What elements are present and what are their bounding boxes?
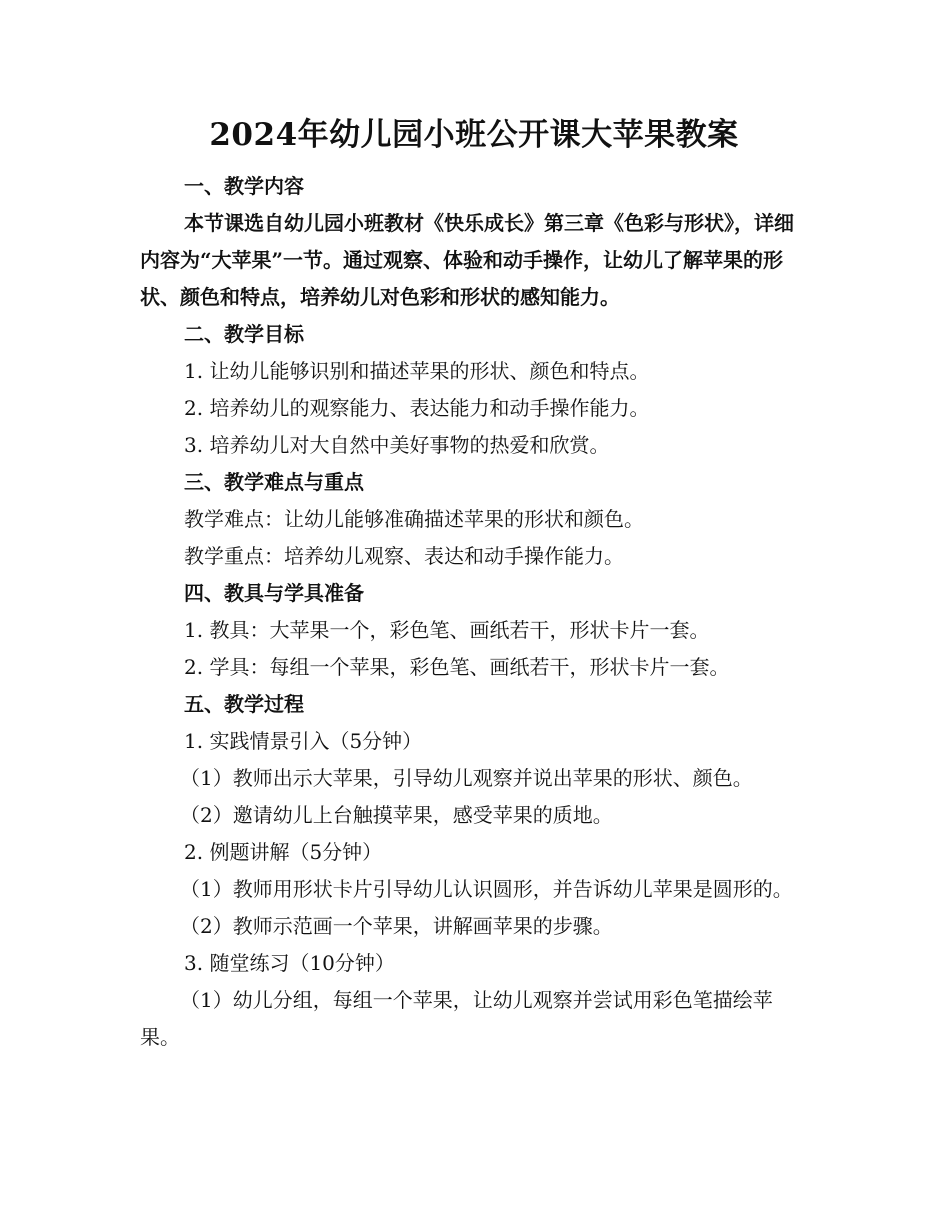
material-item-2: 2. 学具：每组一个苹果，彩色笔、画纸若干，形状卡片一套。 [184,655,730,679]
material-item-1: 1. 教具：大苹果一个，彩色笔、画纸若干，形状卡片一套。 [184,618,710,642]
document-title: 2024年幼儿园小班公开课大苹果教案 [209,117,739,153]
section-heading-content: 一、教学内容 [184,174,304,198]
goal-item-2: 2. 培养幼儿的观察能力、表达能力和动手操作能力。 [184,396,650,420]
process-step-1: 1. 实践情景引入（5分钟） [184,729,423,753]
process-step-1-b: （2）邀请幼儿上台触摸苹果，感受苹果的质地。 [180,803,613,827]
focus-text: 教学重点：培养幼儿观察、表达和动手操作能力。 [184,544,624,568]
process-step-3: 3. 随堂练习（10分钟） [184,951,395,975]
goal-item-3: 3. 培养幼儿对大自然中美好事物的热爱和欣赏。 [184,433,610,457]
section-heading-materials: 四、教具与学具准备 [184,581,364,605]
process-step-2-b: （2）教师示范画一个苹果，讲解画苹果的步骤。 [180,914,613,938]
difficulty-text: 教学难点：让幼儿能够准确描述苹果的形状和颜色。 [184,507,644,531]
section-heading-difficulty-focus: 三、教学难点与重点 [184,470,364,494]
document-content [140,112,808,1056]
process-step-2-a: （1）教师用形状卡片引导幼儿认识圆形，并告诉幼儿苹果是圆形的。 [180,877,793,901]
goal-item-1: 1. 让幼儿能够识别和描述苹果的形状、颜色和特点。 [184,359,650,383]
content-paragraph: 本节课选自幼儿园小班教材《快乐成长》第三章《色彩与形状》，详细内容为“大苹果”一节。通过观察、体验和动手操作，让幼儿了解苹果的形状、颜色和特点，培养幼儿对色彩和形状的感知能力。 [140,211,794,309]
process-step-2: 2. 例题讲解（5分钟） [184,840,383,864]
section-heading-goals: 二、教学目标 [184,322,304,346]
process-step-3-a: （1）幼儿分组，每组一个苹果，让幼儿观察并尝试用彩色笔描绘苹果。 [140,988,773,1049]
process-step-1-a: （1）教师出示大苹果，引导幼儿观察并说出苹果的形状、颜色。 [180,766,753,790]
section-heading-process: 五、教学过程 [184,692,304,716]
